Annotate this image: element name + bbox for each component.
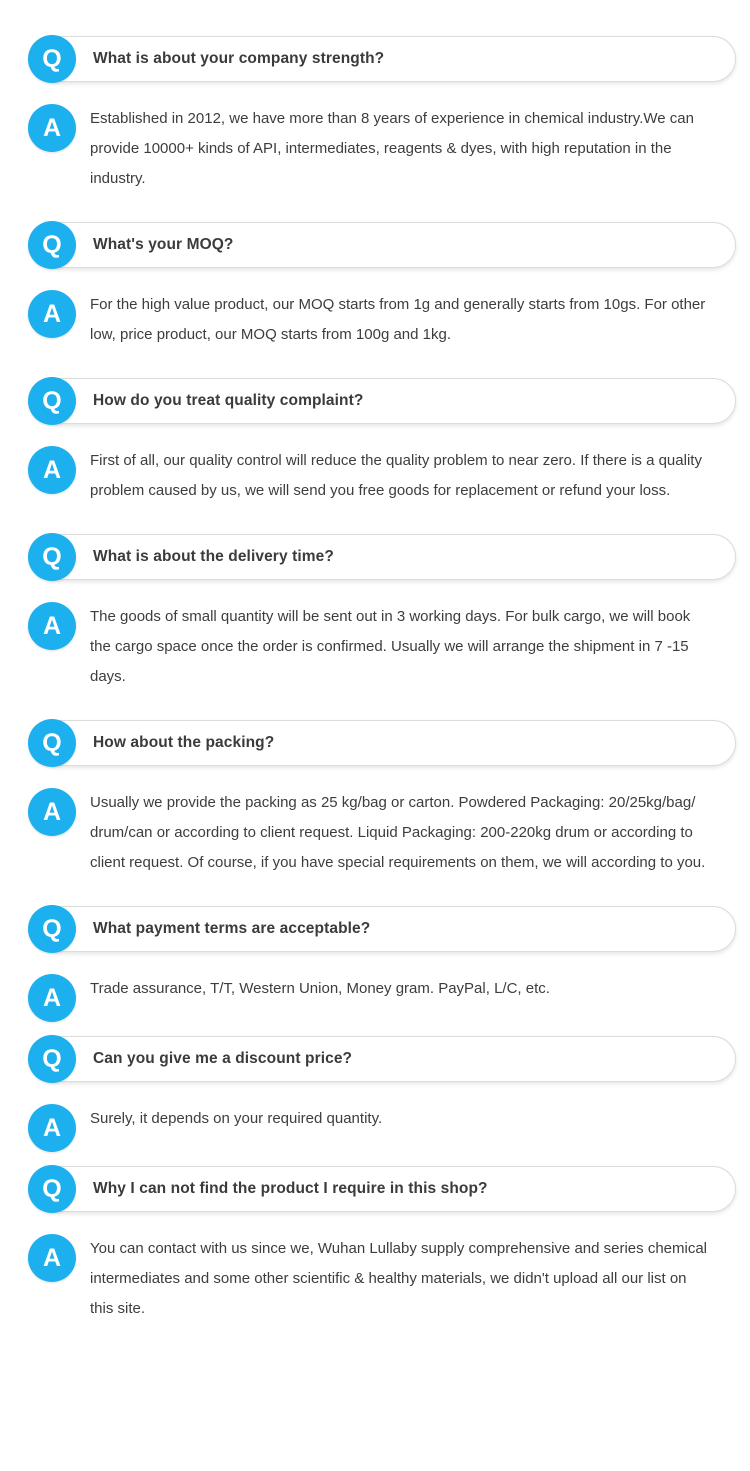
faq-question-row[interactable]: [14, 1162, 736, 1216]
question-bubble[interactable]: [36, 720, 736, 766]
faq-answer-row: [14, 588, 736, 702]
faq-answer-text: Surely, it depends on your required quantity.: [90, 1110, 383, 1127]
answer-badge-icon: A: [28, 446, 76, 494]
faq-question-row[interactable]: [14, 716, 736, 770]
faq-question-row[interactable]: [14, 530, 736, 584]
answer-badge-icon: A: [28, 974, 76, 1022]
faq-question-text: What is about your company strength?: [93, 49, 385, 67]
question-badge-icon: Q: [28, 1035, 76, 1083]
question-bubble[interactable]: [36, 222, 736, 268]
faq-answer-text: Usually we provide the packing as 25 kg/bag or carton. Powdered Packaging: 20/25kg/bag/ drum/can or according to client request. Liquid Packaging: 200-220kg drum or according to client request. Of course, if you have special requirements on them, we will according to you.: [90, 794, 706, 871]
faq-question-row[interactable]: [14, 32, 736, 86]
faq-question-text: How do you treat quality complaint?: [93, 391, 364, 409]
question-badge-icon: Q: [28, 533, 76, 581]
faq-answer-row: [14, 1090, 736, 1148]
question-bubble[interactable]: [36, 534, 736, 580]
faq-question-text: What payment terms are acceptable?: [93, 919, 371, 937]
faq-answer-row: [14, 960, 736, 1018]
faq-question-text: How about the packing?: [93, 733, 275, 751]
answer-badge-icon: A: [28, 602, 76, 650]
question-badge-icon: Q: [28, 719, 76, 767]
faq-answer-text: The goods of small quantity will be sent out in 3 working days. For bulk cargo, we will book the cargo space once the order is confirmed. Usually we will arrange the shipment in 7 -15 days.: [90, 608, 691, 685]
answer-badge-icon: A: [28, 104, 76, 152]
faq-item: [14, 1032, 736, 1148]
faq-answer-text: First of all, our quality control will reduce the quality problem to near zero. If there is a quality problem caused by us, we will send you free goods for replacement or refund your loss.: [90, 452, 702, 499]
faq-question-row[interactable]: [14, 374, 736, 428]
question-bubble[interactable]: [36, 906, 736, 952]
question-badge-icon: Q: [28, 35, 76, 83]
faq-answer-text: Trade assurance, T/T, Western Union, Money gram. PayPal, L/C, etc.: [90, 980, 550, 997]
question-bubble[interactable]: [36, 36, 736, 82]
faq-question-text: Why I can not find the product I require in this shop?: [93, 1179, 488, 1197]
answer-badge-icon: A: [28, 1104, 76, 1152]
faq-answer-row: [14, 1220, 736, 1334]
answer-badge-icon: A: [28, 290, 76, 338]
faq-question-row[interactable]: [14, 902, 736, 956]
faq-item: [14, 1162, 736, 1334]
faq-item: [14, 902, 736, 1018]
faq-question-row[interactable]: [14, 218, 736, 272]
faq-item: [14, 716, 736, 888]
faq-answer-row: [14, 774, 736, 888]
answer-badge-icon: A: [28, 1234, 76, 1282]
faq-answer-row: [14, 276, 736, 360]
faq-item: [14, 530, 736, 702]
answer-badge-icon: A: [28, 788, 76, 836]
question-badge-icon: Q: [28, 377, 76, 425]
faq-answer-row: [14, 90, 736, 204]
faq-item: [14, 218, 736, 360]
question-bubble[interactable]: [36, 378, 736, 424]
faq-question-text: Can you give me a discount price?: [93, 1049, 353, 1067]
faq-question-row[interactable]: [14, 1032, 736, 1086]
faq-item: [14, 32, 736, 204]
faq-answer-text: Established in 2012, we have more than 8 years of experience in chemical industry.We can provide 10000+ kinds of API, intermediates, reagents & dyes, with high reputation in the industry.: [90, 110, 694, 187]
question-badge-icon: Q: [28, 221, 76, 269]
faq-question-text: What's your MOQ?: [93, 235, 234, 253]
faq-question-text: What is about the delivery time?: [93, 547, 334, 565]
faq-answer-text: For the high value product, our MOQ starts from 1g and generally starts from 10gs. For other low, price product, our MOQ starts from 100g and 1kg.: [90, 296, 706, 343]
question-badge-icon: Q: [28, 905, 76, 953]
faq-item: [14, 374, 736, 516]
faq-answer-text: You can contact with us since we, Wuhan Lullaby supply comprehensive and series chemical intermediates and some other scientific & healthy materials, we didn't upload all our list on this site.: [90, 1240, 708, 1317]
faq-answer-row: [14, 432, 736, 516]
question-badge-icon: Q: [28, 1165, 76, 1213]
question-bubble[interactable]: [36, 1166, 736, 1212]
question-bubble[interactable]: [36, 1036, 736, 1082]
